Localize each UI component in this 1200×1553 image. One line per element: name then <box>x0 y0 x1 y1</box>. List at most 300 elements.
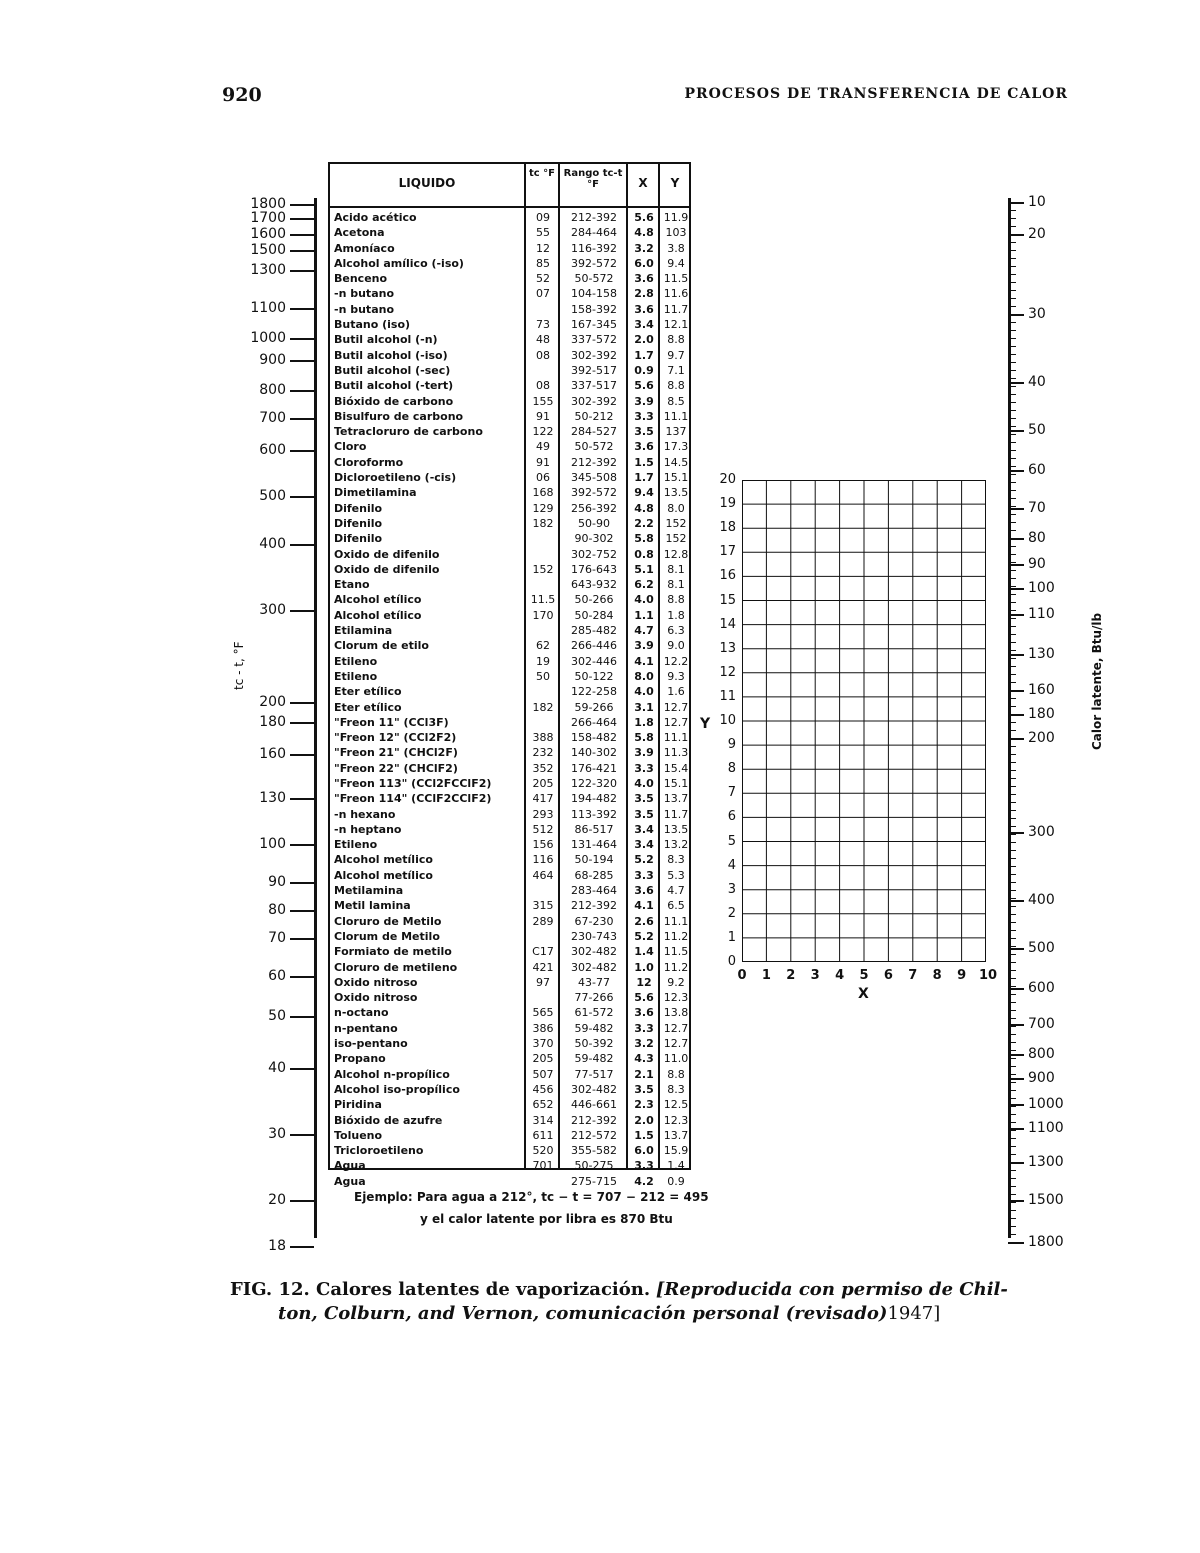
range-value: 302-392 <box>571 348 617 362</box>
y-value: 11.1 <box>663 409 689 423</box>
right-scale-label: 50 <box>1028 422 1046 438</box>
right-scale-minor-tick <box>1008 850 1016 851</box>
table-row <box>330 547 689 562</box>
y-value: 12.7 <box>663 700 689 714</box>
y-value: 11.0 <box>663 1052 689 1066</box>
y-value: 11.2 <box>663 960 689 974</box>
left-scale-line <box>314 198 317 1238</box>
right-scale-minor-tick <box>1008 970 1016 971</box>
liquid-name: Eter etílico <box>334 685 402 699</box>
table-row <box>330 241 689 256</box>
right-scale-minor-tick <box>1008 1042 1016 1043</box>
table-row <box>330 700 689 715</box>
right-scale-minor-tick <box>1008 1154 1016 1155</box>
grid-y-label: 18 <box>719 520 736 536</box>
x-value: 3.6 <box>634 884 654 898</box>
y-value: 3.8 <box>667 241 685 255</box>
right-scale-minor-tick <box>1008 378 1016 379</box>
right-scale-tick <box>1008 988 1024 990</box>
y-value: 7.1 <box>667 363 685 377</box>
right-scale-label: 160 <box>1028 682 1055 698</box>
tc-value: 182 <box>532 516 554 530</box>
right-scale-minor-tick <box>1008 370 1016 371</box>
range-value: 643-932 <box>571 578 617 592</box>
y-value: 15.1 <box>663 776 689 790</box>
x-value: 3.4 <box>634 822 654 836</box>
y-value: 8.3 <box>667 853 685 867</box>
right-scale-minor-tick <box>1008 362 1016 363</box>
left-scale-label: 200 <box>259 694 286 710</box>
right-scale-minor-tick <box>1008 330 1016 331</box>
right-scale-minor-tick <box>1008 1082 1016 1083</box>
left-scale-tick <box>290 544 314 546</box>
table-row <box>330 669 689 684</box>
x-value: 3.9 <box>634 746 654 760</box>
tc-value: 289 <box>532 914 554 928</box>
right-scale-minor-tick <box>1008 1146 1016 1147</box>
tc-value: 386 <box>532 1021 554 1035</box>
liquid-name: iso-pentano <box>334 1037 408 1051</box>
right-scale-minor-tick <box>1008 338 1016 339</box>
right-scale-minor-tick <box>1008 490 1016 491</box>
x-value: 3.3 <box>634 868 654 882</box>
tc-value: 19 <box>536 654 550 668</box>
x-value: 12 <box>636 975 652 989</box>
tc-value: 55 <box>536 226 550 240</box>
table-row <box>330 516 689 531</box>
range-value: 230-743 <box>571 929 617 943</box>
table-row <box>330 409 689 424</box>
y-value: 8.8 <box>667 333 685 347</box>
left-scale-label: 1600 <box>250 226 286 242</box>
table-row <box>330 822 689 837</box>
grid-x-label: 2 <box>786 968 796 983</box>
right-scale-label: 110 <box>1028 606 1055 622</box>
y-value: 6.3 <box>667 624 685 638</box>
x-value: 3.4 <box>634 318 654 332</box>
range-value: 77-517 <box>574 1067 614 1081</box>
x-value: 3.5 <box>634 1082 654 1096</box>
right-scale-label: 10 <box>1028 194 1046 210</box>
y-value: 11.2 <box>663 929 689 943</box>
left-scale-label: 1800 <box>250 196 286 212</box>
figure-caption <box>230 1278 1070 1326</box>
y-value: 13.7 <box>663 792 689 806</box>
liquid-name: Agua <box>334 1174 366 1188</box>
right-scale-minor-tick <box>1008 618 1016 619</box>
right-scale-minor-tick <box>1008 442 1016 443</box>
x-value: 1.0 <box>634 960 654 974</box>
right-scale-minor-tick <box>1008 450 1016 451</box>
right-scale-minor-tick <box>1008 690 1016 691</box>
range-value: 167-345 <box>571 318 617 332</box>
table-row <box>330 592 689 607</box>
left-scale-label: 30 <box>268 1126 286 1142</box>
left-scale-tick <box>290 976 314 978</box>
x-value: 0.9 <box>634 363 654 377</box>
left-scale-tick <box>290 390 314 392</box>
grid-y-label: 11 <box>719 688 736 704</box>
header-range: Rango tc-t °F <box>563 168 623 190</box>
grid-y-label: 9 <box>727 737 736 753</box>
x-value: 3.5 <box>634 807 654 821</box>
x-value: 1.7 <box>634 348 654 362</box>
grid-y-label: 17 <box>719 544 736 560</box>
right-scale-minor-tick <box>1008 786 1016 787</box>
right-scale-minor-tick <box>1008 834 1016 835</box>
range-value: 50-572 <box>574 440 614 454</box>
range-value: 392-572 <box>571 486 617 500</box>
liquid-name: Dicloroetileno (-cis) <box>334 471 457 485</box>
grid-y-label: 4 <box>727 857 736 873</box>
left-scale-label: 60 <box>268 968 286 984</box>
y-value: 12.7 <box>663 1021 689 1035</box>
right-scale-minor-tick <box>1008 594 1016 595</box>
liquid-name: -n butano <box>334 287 395 301</box>
y-value: 12.5 <box>663 1098 689 1112</box>
right-scale-minor-tick <box>1008 882 1016 883</box>
right-scale-tick <box>1008 1078 1024 1080</box>
range-value: 392-517 <box>571 363 617 377</box>
right-scale-minor-tick <box>1008 874 1016 875</box>
right-scale-label: 20 <box>1028 226 1046 242</box>
x-value: 0.8 <box>634 547 654 561</box>
x-value: 6.0 <box>634 256 654 270</box>
y-value: 11.7 <box>663 807 689 821</box>
right-scale-minor-tick <box>1008 826 1016 827</box>
right-scale-minor-tick <box>1008 1194 1016 1195</box>
liquid-name: Cloruro de Metilo <box>334 914 442 928</box>
right-scale-tick <box>1008 654 1024 656</box>
table-row <box>330 1067 689 1082</box>
range-value: 122-320 <box>571 776 617 790</box>
right-scale-tick <box>1008 1242 1024 1244</box>
right-scale-minor-tick <box>1008 1186 1016 1187</box>
grid-x-label: 7 <box>908 968 918 983</box>
right-scale-minor-tick <box>1008 546 1016 547</box>
y-value: 5.3 <box>667 868 685 882</box>
right-scale-minor-tick <box>1008 866 1016 867</box>
tc-value: 232 <box>532 746 554 760</box>
x-value: 3.9 <box>634 394 654 408</box>
x-value: 6.0 <box>634 1144 654 1158</box>
left-scale-label: 300 <box>259 602 286 618</box>
right-scale-minor-tick <box>1008 666 1016 667</box>
right-scale-minor-tick <box>1008 306 1016 307</box>
liquid-name: -n hexano <box>334 807 396 821</box>
table-row <box>330 1174 689 1189</box>
range-value: 302-482 <box>571 945 617 959</box>
liquid-name: Bisulfuro de carbono <box>334 409 464 423</box>
right-scale-label: 1500 <box>1028 1192 1064 1208</box>
liquid-name: "Freon 22" (CHClF2) <box>334 761 458 775</box>
right-scale-minor-tick <box>1008 610 1016 611</box>
table-row <box>330 562 689 577</box>
y-value: 13.2 <box>663 838 689 852</box>
left-scale-label: 1300 <box>250 262 286 278</box>
table-row <box>330 929 689 944</box>
left-scale-tick <box>290 722 314 724</box>
table-row <box>330 501 689 516</box>
liquid-name: Piridina <box>334 1098 382 1112</box>
right-scale-label: 1300 <box>1028 1154 1064 1170</box>
y-value: 8.8 <box>667 1067 685 1081</box>
range-value: 104-158 <box>571 287 617 301</box>
range-value: 212-392 <box>571 899 617 913</box>
table-row <box>330 761 689 776</box>
table-row <box>330 898 689 913</box>
y-value: 9.7 <box>667 348 685 362</box>
right-scale-label: 400 <box>1028 892 1055 908</box>
table-row <box>330 990 689 1005</box>
tc-value: 168 <box>532 486 554 500</box>
table-row <box>330 745 689 760</box>
grid-x-label: 5 <box>859 968 869 983</box>
x-value: 2.3 <box>634 1098 654 1112</box>
right-scale-label: 1800 <box>1028 1234 1064 1250</box>
left-scale-label: 70 <box>268 930 286 946</box>
right-scale-minor-tick <box>1008 202 1016 203</box>
right-scale-minor-tick <box>1008 290 1016 291</box>
right-scale-minor-tick <box>1008 346 1016 347</box>
x-value: 5.6 <box>634 991 654 1005</box>
tc-value: 73 <box>536 318 550 332</box>
range-value: 302-482 <box>571 1082 617 1096</box>
x-value: 6.2 <box>634 578 654 592</box>
left-scale-label: 90 <box>268 874 286 890</box>
liquid-name: Etano <box>334 578 370 592</box>
x-value: 9.4 <box>634 486 654 500</box>
tc-value: 464 <box>532 868 554 882</box>
x-value: 5.2 <box>634 929 654 943</box>
liquid-name: Alcohol n-propílico <box>334 1067 450 1081</box>
left-scale-label: 1500 <box>250 242 286 258</box>
x-value: 5.6 <box>634 211 654 224</box>
header-tc: tc °F <box>528 168 556 179</box>
tc-value: 97 <box>536 975 550 989</box>
table-row <box>330 623 689 638</box>
right-scale-minor-tick <box>1008 722 1016 723</box>
x-value: 1.5 <box>634 455 654 469</box>
example-line-1: Ejemplo: Para agua a 212°, tc − t = 707 − 212 = 495 <box>354 1190 709 1204</box>
right-scale-minor-tick <box>1008 1066 1016 1067</box>
tc-value: 156 <box>532 838 554 852</box>
right-scale-tick <box>1008 948 1024 950</box>
x-value: 3.2 <box>634 241 654 255</box>
header-y: Y <box>670 176 680 190</box>
right-scale-minor-tick <box>1008 298 1016 299</box>
table-row <box>330 852 689 867</box>
range-value: 86-517 <box>574 822 614 836</box>
tc-value: 129 <box>532 501 554 515</box>
tc-value: 08 <box>536 348 550 362</box>
right-scale-minor-tick <box>1008 250 1016 251</box>
table-row <box>330 960 689 975</box>
left-scale-tick <box>290 418 314 420</box>
liquid-name: Tolueno <box>334 1128 383 1142</box>
y-value: 8.8 <box>667 379 685 393</box>
left-scale-label: 400 <box>259 536 286 552</box>
left-scale-tick <box>290 610 314 612</box>
y-value: 0.9 <box>667 1174 685 1188</box>
x-value: 3.6 <box>634 440 654 454</box>
range-value: 302-482 <box>571 960 617 974</box>
table-row <box>330 1005 689 1020</box>
table-row <box>330 883 689 898</box>
tc-value: 370 <box>532 1037 554 1051</box>
right-scale-label: 300 <box>1028 824 1055 840</box>
left-scale-label: 500 <box>259 488 286 504</box>
left-scale-tick <box>290 338 314 340</box>
x-value: 4.0 <box>634 776 654 790</box>
liquid-name: "Freon 113" (CCl2FCClF2) <box>334 776 492 790</box>
right-scale-label: 500 <box>1028 940 1055 956</box>
right-scale-minor-tick <box>1008 242 1016 243</box>
range-value: 131-464 <box>571 838 617 852</box>
left-scale-label: 160 <box>259 746 286 762</box>
right-scale-minor-tick <box>1008 354 1016 355</box>
range-value: 284-527 <box>571 425 617 439</box>
table-row <box>330 485 689 500</box>
liquid-name: Oxido nitroso <box>334 975 418 989</box>
x-value: 3.1 <box>634 700 654 714</box>
right-scale-minor-tick <box>1008 978 1016 979</box>
x-value: 1.5 <box>634 1128 654 1142</box>
tc-value: 52 <box>536 272 550 286</box>
right-scale-minor-tick <box>1008 418 1016 419</box>
tc-value: 08 <box>536 379 550 393</box>
range-value: 50-194 <box>574 853 614 867</box>
range-value: 50-212 <box>574 409 614 423</box>
y-value: 11.1 <box>663 731 689 745</box>
tc-value: 352 <box>532 761 554 775</box>
range-value: 176-421 <box>571 761 617 775</box>
right-scale-minor-tick <box>1008 266 1016 267</box>
right-scale-minor-tick <box>1008 522 1016 523</box>
x-value: 5.2 <box>634 853 654 867</box>
liquid-name: Bióxido de azufre <box>334 1113 443 1127</box>
tc-value: 50 <box>536 669 550 683</box>
range-value: 212-392 <box>571 1113 617 1127</box>
tc-value: 205 <box>532 776 554 790</box>
right-scale <box>1000 190 1110 1250</box>
right-scale-minor-tick <box>1008 314 1016 315</box>
table-row <box>330 317 689 332</box>
tc-value: 314 <box>532 1113 554 1127</box>
right-scale-minor-tick <box>1008 1162 1016 1163</box>
tc-value: 456 <box>532 1082 554 1096</box>
range-value: 50-392 <box>574 1037 614 1051</box>
range-value: 302-752 <box>571 547 617 561</box>
y-value: 9.3 <box>667 669 685 683</box>
right-scale-minor-tick <box>1008 578 1016 579</box>
y-value: 103 <box>665 226 687 240</box>
y-value: 15.1 <box>663 471 689 485</box>
y-value: 15.9 <box>663 1144 689 1158</box>
y-value: 11.3 <box>663 746 689 760</box>
y-value: 4.7 <box>667 884 685 898</box>
y-value: 137 <box>665 425 687 439</box>
xy-grid <box>742 480 986 962</box>
y-value: 17.3 <box>663 440 689 454</box>
range-value: 212-572 <box>571 1128 617 1142</box>
right-scale-minor-tick <box>1008 1002 1016 1003</box>
grid-y-label: 10 <box>719 713 736 728</box>
page-number: 920 <box>222 84 262 106</box>
right-scale-minor-tick <box>1008 1018 1016 1019</box>
x-value: 3.2 <box>634 1037 654 1051</box>
x-value: 5.1 <box>634 562 654 576</box>
table-row <box>330 608 689 623</box>
x-value: 4.8 <box>634 501 654 515</box>
right-scale-minor-tick <box>1008 794 1016 795</box>
liquid-name: -n heptano <box>334 822 402 836</box>
tc-value: 565 <box>532 1006 554 1020</box>
table-row <box>330 348 689 363</box>
range-value: 43-77 <box>578 975 610 989</box>
x-value: 4.8 <box>634 226 654 240</box>
y-value: 1.6 <box>667 685 685 699</box>
grid-y-label: 0 <box>727 954 736 969</box>
liquid-name: Metilamina <box>334 884 404 898</box>
y-value: 8.1 <box>667 578 685 592</box>
range-value: 285-482 <box>571 624 617 638</box>
x-value: 4.1 <box>634 654 654 668</box>
right-scale-minor-tick <box>1008 682 1016 683</box>
liquid-name: Alcohol etílico <box>334 593 422 607</box>
right-scale-label: 80 <box>1028 530 1046 546</box>
right-scale-tick <box>1008 508 1024 510</box>
right-scale-minor-tick <box>1008 1050 1016 1051</box>
left-scale-tick <box>290 218 314 220</box>
liquid-name: Cloroformo <box>334 455 404 469</box>
table-row <box>330 654 689 669</box>
y-value: 8.0 <box>667 501 685 515</box>
right-scale-minor-tick <box>1008 426 1016 427</box>
table-row <box>330 730 689 745</box>
y-value: 11.5 <box>663 945 689 959</box>
tc-value: 520 <box>532 1144 554 1158</box>
y-value: 11.7 <box>663 302 689 316</box>
left-scale-tick <box>290 270 314 272</box>
table-row <box>330 975 689 990</box>
range-value: 446-661 <box>571 1098 617 1112</box>
caption-line2-italic: ton, Colburn, and Vernon, comunicación personal (revisado) <box>278 1303 888 1324</box>
y-value: 12.3 <box>663 1113 689 1127</box>
y-value: 8.3 <box>667 1082 685 1096</box>
left-scale-tick <box>290 1246 314 1248</box>
right-scale-label: 30 <box>1028 306 1046 322</box>
right-scale-minor-tick <box>1008 802 1016 803</box>
right-scale-minor-tick <box>1008 1010 1016 1011</box>
tc-value: 48 <box>536 333 550 347</box>
range-value: 275-715 <box>571 1174 617 1188</box>
liquid-name: Amoníaco <box>334 241 395 255</box>
right-scale-minor-tick <box>1008 1178 1016 1179</box>
y-value: 9.0 <box>667 639 685 653</box>
range-value: 212-392 <box>571 455 617 469</box>
x-value: 2.8 <box>634 287 654 301</box>
right-scale-minor-tick <box>1008 1114 1016 1115</box>
y-value: 1.8 <box>667 608 685 622</box>
table-row <box>330 531 689 546</box>
y-value: 8.1 <box>667 562 685 576</box>
y-value: 152 <box>665 516 687 530</box>
table-row <box>330 302 689 317</box>
x-value: 4.2 <box>634 1174 654 1188</box>
right-scale-label: 900 <box>1028 1070 1055 1086</box>
left-scale-label: 20 <box>268 1192 286 1208</box>
